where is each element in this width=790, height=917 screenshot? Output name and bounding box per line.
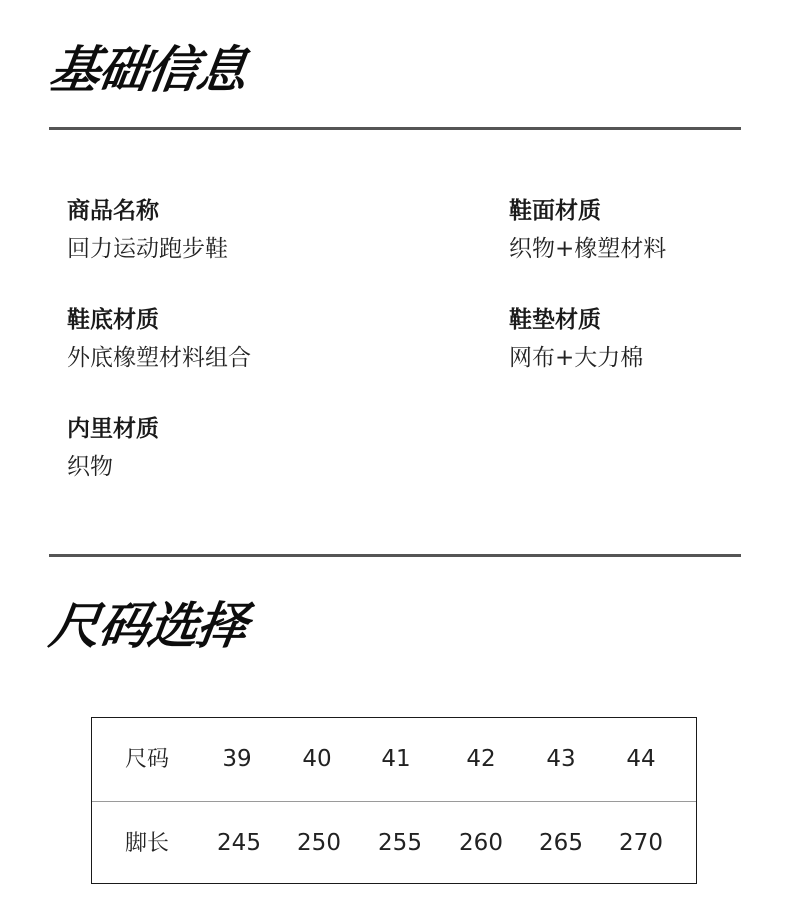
field-value: 回力运动跑步鞋 <box>67 236 228 262</box>
field-value: 织物+橡塑材料 <box>509 236 667 262</box>
field-label: 鞋垫材质 <box>509 307 601 333</box>
size-row <box>92 718 696 801</box>
foot-length-cell: 260 <box>459 830 503 856</box>
field-label: 鞋底材质 <box>67 307 159 333</box>
section-divider <box>49 127 741 130</box>
row-header-foot-length: 脚长 <box>124 831 169 856</box>
size-cell[interactable]: 43 <box>546 746 576 772</box>
field-insole-material <box>509 306 643 372</box>
size-cell[interactable]: 39 <box>222 746 252 772</box>
field-value: 外底橡塑材料组合 <box>67 345 251 371</box>
foot-length-cell: 255 <box>378 830 422 856</box>
field-label: 鞋面材质 <box>509 198 601 224</box>
field-label: 内里材质 <box>67 416 159 442</box>
field-value: 网布+大力棉 <box>509 345 644 371</box>
foot-length-cell: 250 <box>297 830 341 856</box>
size-cell[interactable]: 44 <box>626 746 656 772</box>
field-sole-material <box>67 306 251 372</box>
field-value: 织物 <box>67 454 113 480</box>
size-cell[interactable]: 42 <box>466 746 496 772</box>
section-divider <box>49 554 741 557</box>
size-table <box>91 717 697 884</box>
foot-length-row <box>92 802 696 885</box>
foot-length-cell: 245 <box>217 830 261 856</box>
field-label: 商品名称 <box>67 198 159 224</box>
field-lining-material <box>67 415 159 481</box>
row-header-size: 尺码 <box>124 747 169 772</box>
field-upper-material <box>509 197 666 263</box>
size-selection-title: 尺码选择 <box>45 597 251 655</box>
field-product-name <box>67 197 228 263</box>
size-cell[interactable]: 41 <box>381 746 411 772</box>
basic-info-title: 基础信息 <box>45 41 251 99</box>
size-cell[interactable]: 40 <box>302 746 332 772</box>
foot-length-cell: 270 <box>619 830 663 856</box>
foot-length-cell: 265 <box>539 830 583 856</box>
